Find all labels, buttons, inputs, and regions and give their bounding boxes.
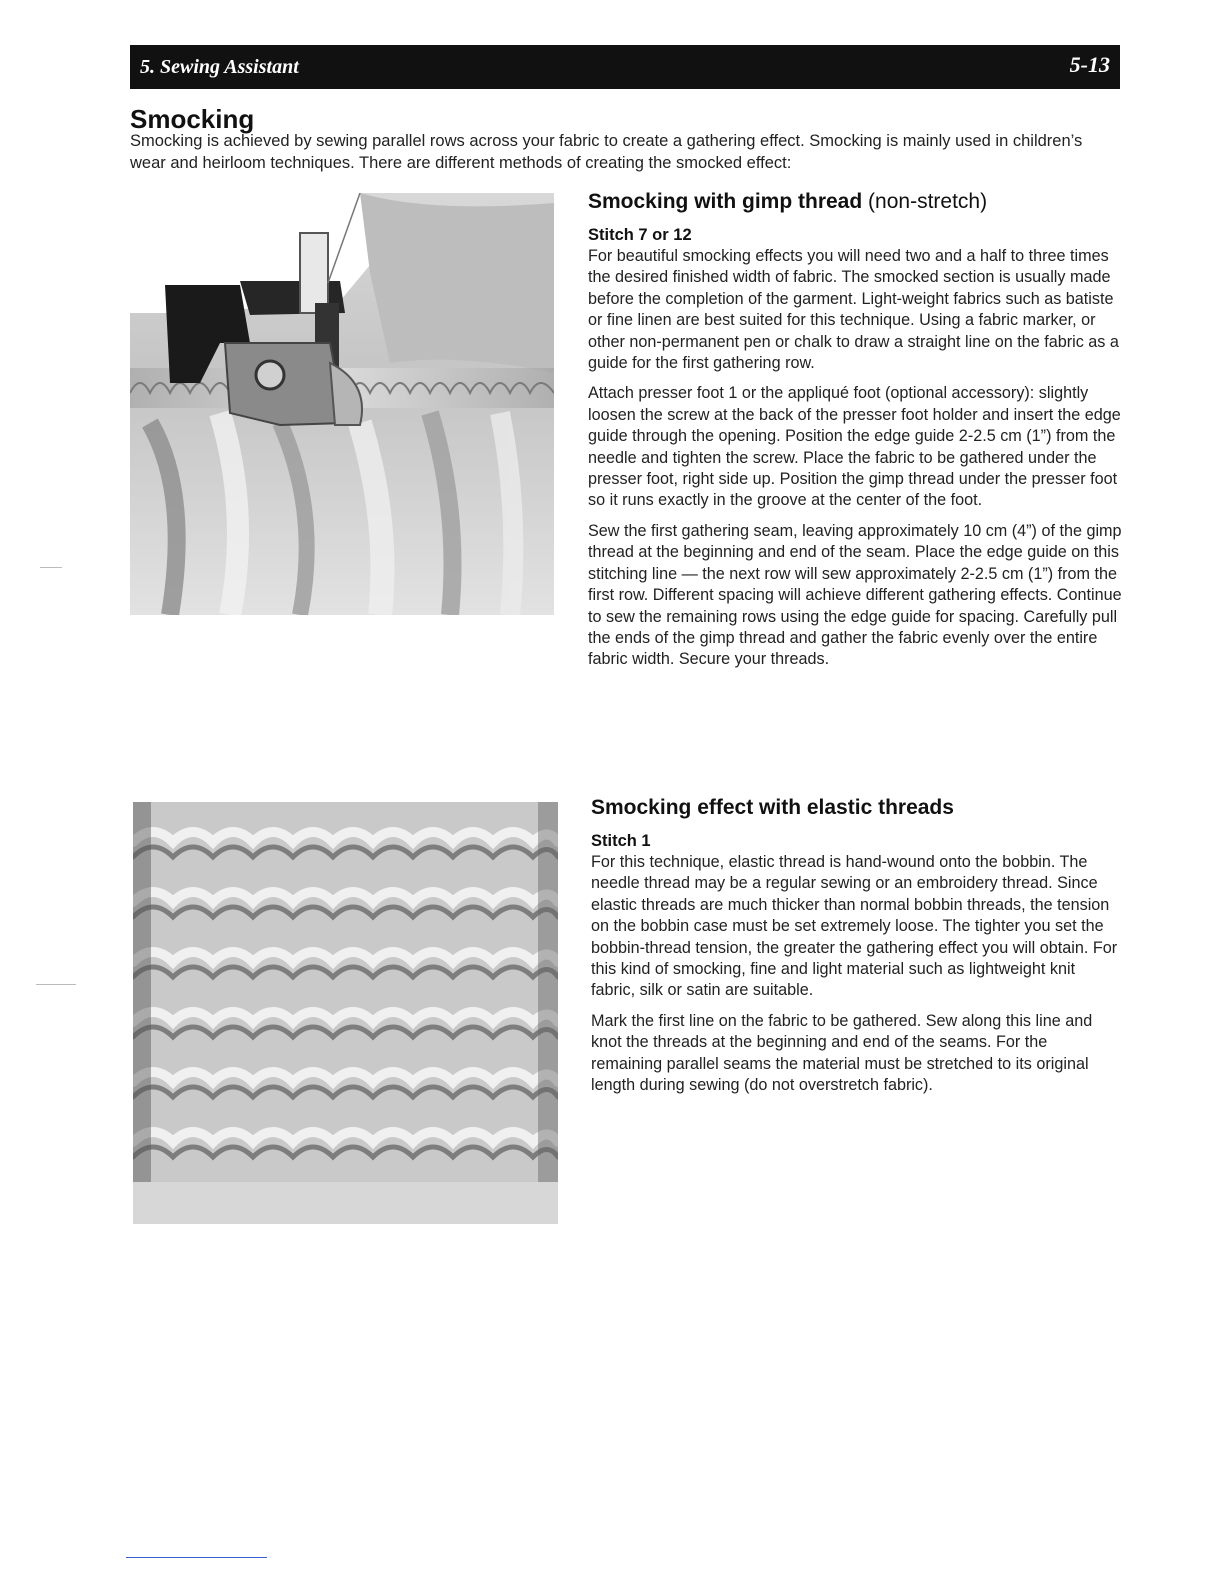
paragraph: Mark the first line on the fabric to be gathered. Sew along this line and knot the threads at the beginning and end of the seams. For the remaining parallel seams the material must be stretched to its original length during sewing (do not overstretch fabric).	[591, 1011, 1093, 1095]
paragraph: For this technique, elastic thread is hand-wound onto the bobbin. The needle thread may be a regular sewing or an embroidery thread. Since elastic threads are much thicker than normal bobbin threads, the tension on the bobbin case must be set extremely loose. The tighter you set the bobbin-thread tension, the greater the gathering effect you will obtain. For this kind of smocking, fine and light material such as lightweight knit fabric, silk or satin are suitable.	[591, 853, 1118, 1000]
margin-mark	[40, 567, 62, 568]
stitch-label: Stitch 7 or 12	[588, 226, 692, 244]
section-title-suffix: (non-stretch)	[868, 190, 988, 213]
section-title-elastic: Smocking effect with elastic threads	[591, 796, 954, 819]
section-gimp-thread	[588, 190, 1128, 680]
paragraph: Attach presser foot 1 or the appliqué foot (optional accessory): slightly loosen the screw at the back of the presser foot holder and insert the edge guide through the opening. Position the edge guide 2-2.5 cm (1”) from the needle and tighten the screw. Place the fabric to be gathered under the presser foot, right side up. Position the gimp thread under the presser foot so it runs exactly in the groove at the center of the foot.	[588, 384, 1121, 510]
footer-rule	[126, 1557, 267, 1558]
chapter-title: 5. Sewing Assistant	[140, 56, 299, 78]
stitch-label: Stitch 1	[591, 832, 651, 850]
section-elastic-threads	[591, 796, 1121, 1105]
section-title-gimp	[588, 190, 1128, 214]
header-bar	[130, 45, 1120, 89]
margin-mark	[36, 984, 76, 985]
intro-paragraph: Smocking is achieved by sewing parallel rows across your fabric to create a gathering effect. Smocking is mainly used in children’s wear and heirloom techniques. There are different methods of creating the smocked effect:	[130, 132, 1083, 172]
page-title: Smocking	[130, 104, 255, 134]
section-title-main: Smocking with gimp thread	[588, 190, 863, 213]
presser-foot-photo	[130, 193, 554, 615]
elastic-smocking-photo	[133, 802, 558, 1224]
paragraph: For beautiful smocking effects you will need two and a half to three times the desired finished width of fabric. The smocked section is usually made before the completion of the garment. Light-weight fabrics such as batiste or fine linen are best suited for this technique. Using a fabric marker, or other non-permanent pen or chalk to draw a straight line on the fabric as a guide for the first gathering row.	[588, 247, 1119, 373]
paragraph: Sew the first gathering seam, leaving approximately 10 cm (4”) of the gimp thread at the beginning and end of the seam. Place the edge guide on this stitching line — the next row will sew approximately 2-2.5 cm (1”) from the first row. Different spacing will achieve different gathering effects. Continue to sew the remaining rows using the edge guide for spacing. Carefully pull the ends of the gimp thread and gather the fabric evenly over the entire fabric width. Secure your threads.	[588, 521, 1122, 669]
page-number: 5-13	[1069, 52, 1110, 77]
